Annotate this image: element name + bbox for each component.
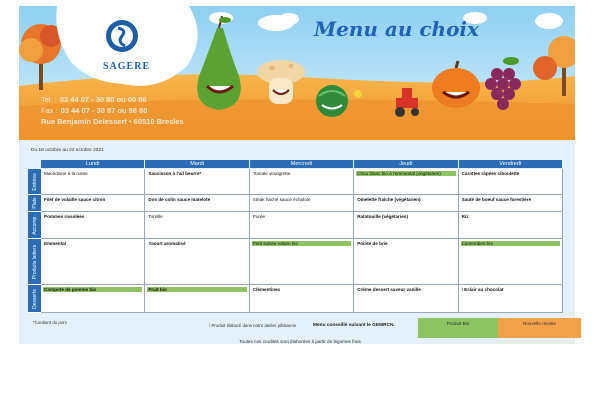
crudites-note: Toutes nos crudités sont élaborées à partir de légumes frais	[239, 339, 361, 344]
day-header: Lundi	[41, 160, 144, 168]
course-label-text: Plats	[31, 197, 38, 209]
gemrcn-note: Menu conseillé suivant le GEMRCN.	[313, 323, 395, 328]
course-label-text: Accomp.	[31, 215, 38, 235]
fax-label: Fax :	[41, 106, 58, 115]
day-header: Jeudi	[354, 160, 457, 168]
dish-name: Chou blanc bio à l'emmental (végétarien)	[356, 171, 455, 176]
dish-name: Tomate vinaigrette	[252, 171, 291, 176]
dish-name: Fruit bio	[147, 287, 246, 292]
menu-cell	[250, 285, 354, 313]
menu-cell	[250, 212, 354, 239]
dish-name: Yaourt aromatisé	[148, 241, 186, 246]
dish-name: Torsille	[148, 214, 163, 219]
menu-title: Menu au choix	[314, 17, 479, 41]
dish-name: Omelette fraîche (végétarien)	[357, 197, 421, 202]
dish-name: Emmental	[44, 241, 66, 246]
dish-name: Compote de pomme bio	[43, 287, 142, 292]
course-label	[28, 285, 41, 313]
atelier-note: \ Produit élaboré dans notre atelier pâtisserie	[209, 323, 297, 328]
phone-number: 03 44 07 - 30 80 ou 00 86	[59, 95, 147, 104]
menu-cell	[145, 169, 249, 195]
dish-name: Ratatouille (végétarien)	[357, 214, 408, 219]
menu-cell	[41, 239, 145, 285]
course-label	[28, 169, 41, 195]
logo-name: SAGERE	[103, 61, 151, 72]
menu-cell	[145, 195, 249, 212]
menu-cell	[354, 285, 458, 313]
legend-new-recipe: Nouvelle recette	[498, 318, 581, 338]
menu-cell	[41, 285, 145, 313]
menu-cell	[459, 212, 563, 239]
menu-cell	[145, 239, 249, 285]
dish-name: Purée	[252, 214, 266, 219]
menu-cell	[250, 169, 354, 195]
menu-cell	[459, 169, 563, 195]
course-label-text: Produits laitiers	[31, 244, 38, 279]
dish-name: Carottes râpées ciboulette	[461, 171, 520, 176]
menu-sheet	[19, 6, 575, 344]
menu-cell	[145, 285, 249, 313]
cabbage-icon	[316, 85, 348, 117]
address: Rue Benjamin Delessert • 60510 Bresles	[41, 117, 184, 126]
dish-name: Clémentines	[252, 287, 281, 292]
dish-name: Crème dessert saveur vanille	[357, 287, 421, 292]
phone-line	[41, 95, 147, 104]
dish-name: Macédoine à la russe	[44, 171, 88, 176]
date-range: Du 18 octobre au 22 octobre 2021	[31, 148, 104, 153]
dish-name: Camembert bio	[461, 241, 560, 246]
dish-name: Dos de colin sauce matelote	[148, 197, 211, 202]
dish-name: Steak haché sauce échalote	[252, 197, 311, 202]
menu-cell	[354, 239, 458, 285]
header-banner	[19, 6, 575, 140]
menu-cell	[354, 195, 458, 212]
dish-name: Sauté de boeuf sauce forestière	[461, 197, 532, 202]
course-label	[28, 239, 41, 285]
menu-cell	[250, 195, 354, 212]
legend-bio: Produit Bio	[418, 318, 498, 338]
course-label	[28, 195, 41, 212]
dish-name: Filet de volaille sauce citron	[44, 197, 106, 202]
menu-cell	[41, 195, 145, 212]
course-label	[28, 212, 41, 239]
menu-cell	[459, 285, 563, 313]
fax-line	[41, 106, 147, 115]
menu-cell	[459, 239, 563, 285]
day-header: Vendredi	[459, 160, 562, 168]
menu-table	[28, 160, 563, 312]
pork-note: *Contient du porc	[33, 320, 67, 325]
day-header: Mercredi	[250, 160, 353, 168]
menu-cell	[354, 169, 458, 195]
fax-number: 03 44 07 - 30 87 ou 98 80	[60, 106, 148, 115]
menu-cell	[41, 212, 145, 239]
dish-name: \ Eclair au chocolat	[461, 287, 504, 292]
menu-cell	[354, 212, 458, 239]
dish-name: Riz	[461, 214, 469, 219]
dish-name: Saucisson à l'ail beurre*	[148, 171, 202, 176]
menu-cell	[145, 212, 249, 239]
menu-cell	[41, 169, 145, 195]
day-header: Mardi	[145, 160, 248, 168]
menu-cell	[250, 239, 354, 285]
course-label-text: Entrées	[31, 172, 38, 191]
course-label-text: Desserts	[31, 288, 38, 309]
dish-name: Pointe de brie	[357, 241, 388, 246]
dish-name: Pommes rissolées	[44, 214, 85, 219]
dish-name: Petit suisse nature bio	[252, 241, 351, 246]
phone-label: Tel. :	[41, 95, 57, 104]
lemon-icon	[354, 90, 362, 98]
menu-cell	[459, 195, 563, 212]
